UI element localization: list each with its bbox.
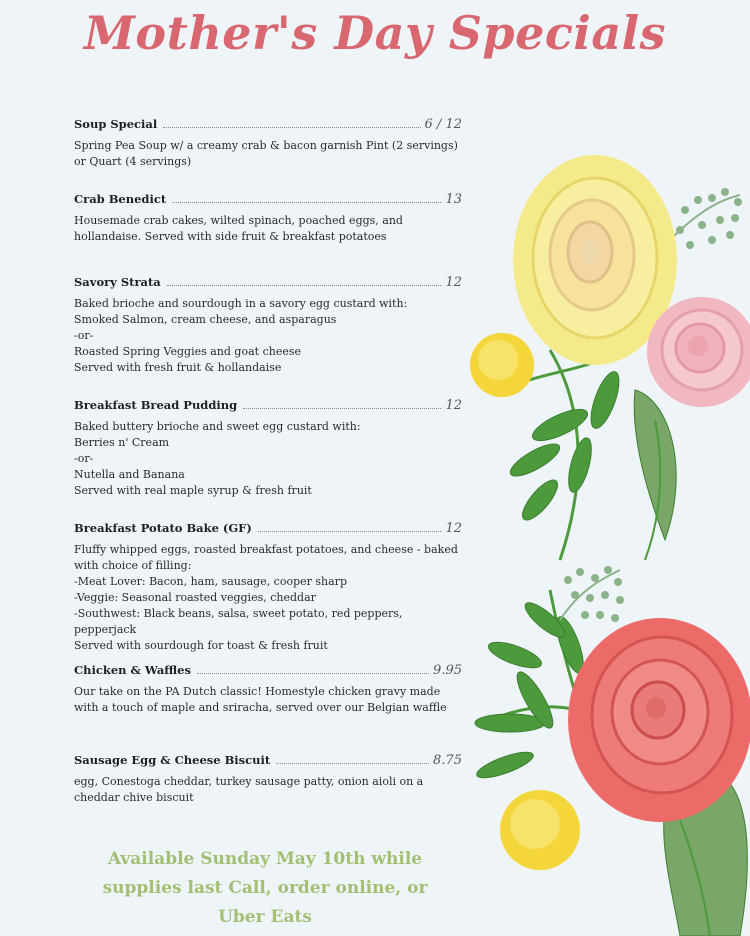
item-price: 12 <box>445 398 462 413</box>
description-line: Fluffy whipped eggs, roasted breakfast potatoes, and cheese - baked with choice of filling: <box>74 543 458 572</box>
item-name: Sausage Egg & Cheese Biscuit <box>74 753 271 767</box>
availability-note: Available Sunday May 10th while supplies last Call, order online, or Uber Eats <box>102 849 428 927</box>
description-line: -Meat Lover: Bacon, ham, sausage, cooper sharp <box>74 575 347 588</box>
item-description <box>74 542 462 654</box>
menu-item-chicken-waffles <box>74 663 462 716</box>
yellow-pom <box>470 333 534 397</box>
item-price: 12 <box>445 521 462 536</box>
menu-item-soup-special <box>74 117 462 170</box>
menu-item-sausage-biscuit <box>74 753 462 806</box>
item-price: 8.75 <box>433 753 462 768</box>
description-line: Berries n' Cream <box>74 436 170 449</box>
item-name: Breakfast Bread Pudding <box>74 398 238 412</box>
description-line: Baked buttery brioche and sweet egg custard with: <box>74 420 361 433</box>
floral-illustration <box>440 140 750 936</box>
description-line: Served with sourdough for toast & fresh fruit <box>74 639 328 652</box>
red-rose <box>568 618 750 822</box>
item-price: 12 <box>445 275 462 290</box>
description-line: egg, Conestoga cheddar, turkey sausage patty, onion aioli on a cheddar chive biscuit <box>74 775 424 804</box>
description-line: -or- <box>74 329 94 342</box>
dot-leader <box>167 284 442 286</box>
dot-leader <box>276 762 429 764</box>
dot-leader <box>163 126 420 128</box>
description-line: Housemade crab cakes, wilted spinach, poached eggs, and hollandaise. Served with side fruit & breakfast potatoes <box>74 214 403 243</box>
item-name: Crab Benedict <box>74 192 167 206</box>
dot-leader <box>172 201 441 203</box>
description-line: Served with fresh fruit & hollandaise <box>74 361 282 374</box>
page-title: Mother's Day Specials <box>83 6 667 60</box>
menu-item-breakfast-potato-bake <box>74 521 462 654</box>
dot-leader <box>243 407 441 409</box>
menu-item-crab-benedict <box>74 192 462 245</box>
item-price: 6 / 12 <box>424 117 462 132</box>
description-line: -or- <box>74 452 94 465</box>
description-line: Smoked Salmon, cream cheese, and asparagus <box>74 313 337 326</box>
description-line: Roasted Spring Veggies and goat cheese <box>74 345 301 358</box>
item-name: Chicken & Waffles <box>74 663 191 677</box>
description-line: Spring Pea Soup w/ a creamy crab & bacon garnish Pint (2 servings) or Quart (4 servings) <box>74 139 458 168</box>
item-name: Soup Special <box>74 117 158 131</box>
item-description <box>74 419 462 499</box>
yellow-pom-lower <box>500 790 580 870</box>
eucalyptus-sprig <box>668 188 742 259</box>
dot-leader <box>258 530 442 532</box>
item-name: Breakfast Potato Bake (GF) <box>74 521 252 535</box>
item-price: 13 <box>445 192 462 207</box>
description-line: Served with real maple syrup & fresh fruit <box>74 484 312 497</box>
description-line: -Southwest: Black beans, salsa, sweet potato, red peppers, pepperjack <box>74 607 403 636</box>
description-line: Baked brioche and sourdough in a savory egg custard with: <box>74 297 408 310</box>
item-description <box>74 296 462 376</box>
dot-leader <box>197 672 429 674</box>
item-price: 9.95 <box>433 663 462 678</box>
menu-item-breakfast-bread-pudding <box>74 398 462 499</box>
item-description <box>74 138 462 170</box>
eucalyptus-sprig-lower <box>560 566 624 622</box>
menu-item-savory-strata <box>74 275 462 376</box>
item-description <box>74 684 462 716</box>
item-name: Savory Strata <box>74 275 161 289</box>
item-description <box>74 213 462 245</box>
item-description <box>74 774 462 806</box>
description-line: -Veggie: Seasonal roasted veggies, cheddar <box>74 591 316 604</box>
description-line: Nutella and Banana <box>74 468 185 481</box>
description-line: Our take on the PA Dutch classic! Homestyle chicken gravy made with a touch of maple and sriracha, served over our Belgian waffle <box>74 685 447 714</box>
